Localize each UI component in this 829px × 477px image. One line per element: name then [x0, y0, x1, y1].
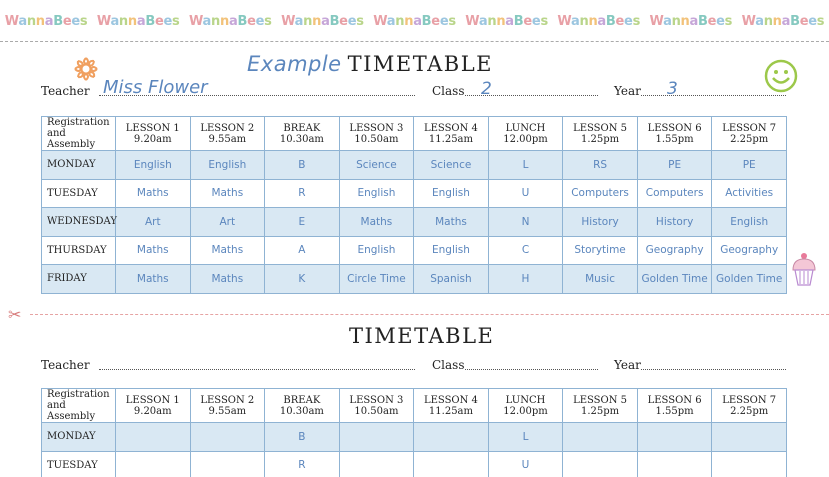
lesson-cell[interactable]: [116, 423, 191, 452]
header-time: 10.50am: [354, 133, 399, 145]
header-cell: [116, 117, 191, 151]
header-cell: [712, 389, 787, 423]
header-cell: [414, 389, 489, 423]
table-row: [42, 423, 787, 452]
table-row: [42, 208, 787, 237]
teacher-line[interactable]: [99, 369, 415, 370]
lesson-cell[interactable]: B: [265, 423, 340, 452]
lesson-cell[interactable]: Geography: [637, 236, 712, 265]
header-time: 1.55pm: [655, 405, 694, 417]
header-cell: [190, 389, 265, 423]
header-time: 1.55pm: [655, 133, 694, 145]
brand-logo: WannaBees: [188, 14, 272, 29]
lesson-cell[interactable]: Art: [190, 208, 265, 237]
year-value: 3: [667, 79, 678, 99]
class-line[interactable]: [465, 369, 598, 370]
timetable-heading: TIMETABLE: [347, 52, 493, 76]
class-label: Class: [432, 358, 465, 372]
header-time: 9.20am: [133, 405, 172, 417]
lesson-cell[interactable]: Music: [563, 265, 638, 294]
header-cell: [339, 117, 414, 151]
header-time: and Assembly: [47, 400, 96, 422]
header-cell: [488, 117, 563, 151]
lesson-cell[interactable]: English: [712, 208, 787, 237]
lesson-cell[interactable]: PE: [712, 151, 787, 180]
header-time: 1.25pm: [580, 405, 620, 417]
lesson-cell[interactable]: [339, 423, 414, 452]
lesson-cell[interactable]: K: [265, 265, 340, 294]
lesson-cell[interactable]: [190, 451, 265, 477]
lesson-cell[interactable]: [712, 423, 787, 452]
header-time: and Assembly: [47, 128, 96, 150]
header-time: 1.25pm: [580, 133, 620, 145]
lesson-cell[interactable]: Maths: [190, 265, 265, 294]
header-cell: [265, 389, 340, 423]
lesson-cell[interactable]: [637, 423, 712, 452]
teacher-value: Miss Flower: [103, 77, 208, 98]
brand-logo: WannaBees: [557, 14, 641, 29]
lesson-cell[interactable]: Spanish: [414, 265, 489, 294]
brand-logo: WannaBees: [465, 14, 548, 29]
header-cell: [637, 117, 712, 151]
flower-icon: [72, 55, 100, 83]
header-time: 2.25pm: [730, 405, 769, 417]
lesson-cell[interactable]: A: [265, 236, 340, 265]
blank-field-row: [41, 354, 786, 374]
lesson-cell[interactable]: Storytime: [563, 236, 638, 265]
header-cell: [488, 389, 563, 423]
lesson-cell[interactable]: PE: [637, 151, 712, 180]
lesson-cell[interactable]: Maths: [116, 236, 191, 265]
lesson-cell[interactable]: English: [339, 179, 414, 208]
lesson-cell[interactable]: [563, 451, 638, 477]
header-label: LESSON 3: [349, 394, 404, 406]
header-row: [42, 389, 787, 423]
scissors-icon: ✂: [8, 305, 22, 324]
header-label: LESSON 4: [423, 394, 478, 406]
timetable-heading: TIMETABLE: [349, 324, 495, 348]
header-label: LESSON 2: [200, 122, 255, 134]
day-cell: TUESDAY: [42, 179, 116, 208]
lesson-cell[interactable]: H: [488, 265, 563, 294]
teacher-label: Teacher: [41, 84, 90, 98]
lesson-cell[interactable]: Activities: [712, 179, 787, 208]
teacher-label: Teacher: [41, 358, 90, 372]
header-time: 12.00pm: [503, 133, 548, 145]
day-cell: FRIDAY: [42, 265, 116, 294]
header-label: LESSON 2: [200, 394, 255, 406]
header-label: LESSON 3: [349, 122, 404, 134]
header-label: LUNCH: [505, 394, 546, 406]
table-row: [42, 151, 787, 180]
lesson-cell[interactable]: Science: [414, 151, 489, 180]
lesson-cell[interactable]: U: [488, 451, 563, 477]
lesson-cell[interactable]: Maths: [116, 265, 191, 294]
lesson-cell[interactable]: L: [488, 423, 563, 452]
lesson-cell[interactable]: [414, 451, 489, 477]
header-label: LESSON 7: [722, 394, 777, 406]
example-timetable: [41, 116, 787, 294]
lesson-cell[interactable]: English: [414, 179, 489, 208]
lesson-cell[interactable]: N: [488, 208, 563, 237]
lesson-cell[interactable]: History: [637, 208, 712, 237]
year-label: Year: [614, 358, 641, 372]
header-cell: [190, 117, 265, 151]
lesson-cell[interactable]: L: [488, 151, 563, 180]
lesson-cell[interactable]: R: [265, 451, 340, 477]
header-cell: [265, 117, 340, 151]
class-label: Class: [432, 84, 465, 98]
lesson-cell[interactable]: [563, 423, 638, 452]
brand-logo: WannaBees: [281, 14, 364, 29]
top-divider: [0, 41, 829, 42]
header-time: 9.55am: [208, 133, 247, 145]
header-label: LESSON 4: [423, 122, 478, 134]
lesson-cell[interactable]: [414, 423, 489, 452]
header-time: 10.30am: [279, 133, 324, 145]
header-cell: [712, 117, 787, 151]
lesson-cell[interactable]: Maths: [190, 179, 265, 208]
header-cell: [414, 117, 489, 151]
header-cell: [42, 117, 116, 151]
lesson-cell[interactable]: [116, 451, 191, 477]
lesson-cell[interactable]: Maths: [414, 208, 489, 237]
header-cell: [637, 389, 712, 423]
class-value: 2: [481, 79, 492, 99]
lesson-cell[interactable]: English: [414, 236, 489, 265]
header-cell: [563, 389, 638, 423]
header-label: Registration: [47, 389, 110, 400]
lesson-cell[interactable]: Golden Time: [637, 265, 712, 294]
lesson-cell[interactable]: Maths: [116, 179, 191, 208]
blank-title: [349, 324, 494, 348]
brand-logo: WannaBees: [649, 14, 733, 29]
header-label: LESSON 5: [573, 122, 628, 134]
header-time: 11.25am: [428, 133, 473, 145]
cupcake-icon: [790, 252, 818, 288]
header-label: BREAK: [283, 394, 321, 406]
header-time: 10.30am: [279, 405, 324, 417]
lesson-cell[interactable]: [637, 451, 712, 477]
header-time: 9.55am: [208, 405, 247, 417]
year-line[interactable]: [641, 95, 786, 96]
lesson-cell[interactable]: U: [488, 179, 563, 208]
lesson-cell[interactable]: [712, 451, 787, 477]
header-label: LESSON 1: [125, 394, 180, 406]
blank-timetable: [41, 388, 787, 477]
lesson-cell[interactable]: English: [190, 151, 265, 180]
lesson-cell[interactable]: Art: [116, 208, 191, 237]
brand-logo: WannaBees: [4, 14, 88, 29]
lesson-cell[interactable]: [339, 451, 414, 477]
header-label: LESSON 7: [722, 122, 777, 134]
table-row: [42, 265, 787, 294]
header-time: 2.25pm: [730, 133, 769, 145]
day-cell: MONDAY: [42, 151, 116, 180]
lesson-cell[interactable]: Maths: [190, 236, 265, 265]
header-row: [42, 117, 787, 151]
header-label: LESSON 6: [647, 122, 702, 134]
header-time: 12.00pm: [503, 405, 548, 417]
header-cell: [116, 389, 191, 423]
brand-logo: WannaBees: [741, 14, 825, 29]
lesson-cell[interactable]: History: [563, 208, 638, 237]
lesson-cell[interactable]: E: [265, 208, 340, 237]
lesson-cell[interactable]: English: [116, 151, 191, 180]
header-label: Registration: [47, 117, 110, 128]
brand-banner: [0, 14, 829, 38]
lesson-cell[interactable]: Maths: [339, 208, 414, 237]
brand-logo: WannaBees: [96, 14, 180, 29]
table-row: [42, 179, 787, 208]
header-label: LUNCH: [505, 122, 546, 134]
header-label: BREAK: [283, 122, 321, 134]
brand-logo: WannaBees: [373, 14, 456, 29]
year-label: Year: [614, 84, 641, 98]
header-cell: [563, 117, 638, 151]
table-row: [42, 451, 787, 477]
lesson-cell[interactable]: RS: [563, 151, 638, 180]
day-cell: MONDAY: [42, 423, 116, 452]
example-field-row: [41, 77, 786, 100]
lesson-cell[interactable]: Golden Time: [712, 265, 787, 294]
lesson-cell[interactable]: Circle Time: [339, 265, 414, 294]
header-label: LESSON 5: [573, 394, 628, 406]
lesson-cell[interactable]: B: [265, 151, 340, 180]
lesson-cell[interactable]: Geography: [712, 236, 787, 265]
lesson-cell[interactable]: Computers: [563, 179, 638, 208]
day-cell: THURSDAY: [42, 236, 116, 265]
header-time: 10.50am: [354, 405, 399, 417]
header-label: LESSON 6: [647, 394, 702, 406]
lesson-cell[interactable]: English: [339, 236, 414, 265]
header-cell: [339, 389, 414, 423]
lesson-cell[interactable]: [190, 423, 265, 452]
example-prefix: Example: [247, 52, 342, 76]
example-title: [247, 52, 493, 76]
header-cell: [42, 389, 116, 423]
year-line[interactable]: [641, 369, 786, 370]
lesson-cell[interactable]: Computers: [637, 179, 712, 208]
cut-line: [30, 314, 829, 315]
table-row: [42, 236, 787, 265]
header-label: LESSON 1: [125, 122, 180, 134]
header-time: 11.25am: [428, 405, 473, 417]
day-cell: WEDNESDAY: [42, 208, 116, 237]
day-cell: TUESDAY: [42, 451, 116, 477]
header-time: 9.20am: [133, 133, 172, 145]
lesson-cell[interactable]: C: [488, 236, 563, 265]
lesson-cell[interactable]: Science: [339, 151, 414, 180]
lesson-cell[interactable]: R: [265, 179, 340, 208]
